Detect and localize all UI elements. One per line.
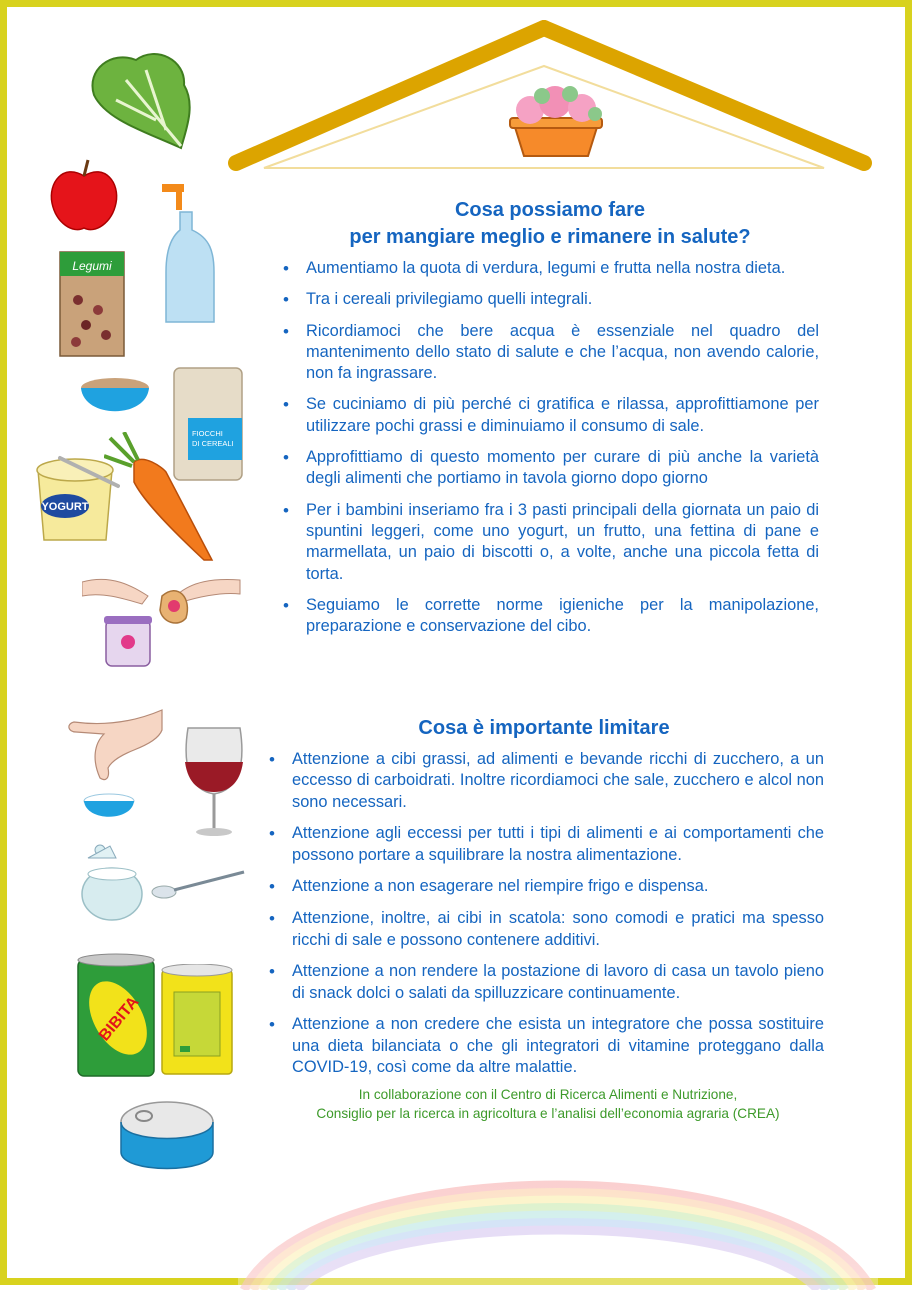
svg-text:FIOCCHI: FIOCCHI: [192, 429, 223, 438]
list-item: • Ricordiamoci che bere acqua è essenziale nel quadro del mantenimento dello stato di salute e che l’acqua, non avendo calorie, non fa ingrassare.: [280, 321, 819, 385]
svg-text:YOGURT: YOGURT: [41, 501, 89, 513]
section1-title-line1: Cosa possiamo fare: [454, 199, 646, 221]
rainbow-illustration: [238, 1130, 878, 1290]
svg-text:DI CEREALI: DI CEREALI: [192, 439, 234, 448]
sugar-bowl-icon: [80, 840, 150, 922]
list-item: • Attenzione a non rendere la postazione di lavoro di casa un tavolo pieno di snack dolci o salati da spilluzzicare continuamente.: [266, 961, 824, 1004]
tin-can-icon: [160, 964, 234, 1076]
hand-pinch-icon: [64, 708, 164, 784]
soda-can-icon: [76, 952, 156, 1080]
svg-text:Legumi: Legumi: [72, 259, 112, 273]
section1-title-line2: per mangiare meglio e rimanere in salute?: [349, 226, 751, 248]
section2-title: Cosa è importante limitare: [418, 717, 670, 739]
bowl-icon: [78, 374, 152, 430]
svg-text:BIBITA: BIBITA: [95, 993, 143, 1045]
list-item: • Tra i cereali privilegiamo quelli integrali.: [280, 289, 819, 310]
credits-line2: Consiglio per la ricerca in agricoltura e l’analisi dell’economia agraria (CREA): [316, 1106, 780, 1121]
spoon-icon: [150, 868, 246, 904]
section2-list: [266, 749, 824, 1089]
list-item: • Seguiamo le corrette norme igieniche per la manipolazione, preparazione e conservazione del cibo.: [280, 595, 819, 638]
list-item: • Approfittiamo di questo momento per curare di più anche la varietà degli alimenti che portiamo in tavola giorno dopo giorno: [280, 447, 819, 490]
section1-list: [280, 258, 819, 647]
apple-icon: [48, 158, 120, 234]
water-bottle-icon: [160, 182, 220, 330]
lettuce-icon: [86, 40, 196, 152]
legumes-bag-icon: [58, 250, 126, 358]
list-item: • Per i bambini inseriamo fra i 3 pasti principali della giornata un paio di spuntini leggeri, come uno yogurt, un frutto, una fettina di pane e marmellata, un paio di biscotti o, a volte, anche una piccola fetta di torta.: [280, 500, 819, 585]
carrot-icon: [104, 432, 216, 564]
list-item: • Attenzione a non esagerare nel riempire frigo e dispensa.: [266, 876, 824, 897]
list-item: • Attenzione agli eccessi per tutti i tipi di alimenti e ai comportamenti che possono portare a squilibrare la nostra alimentazione.: [266, 823, 824, 866]
list-item: • Aumentiamo la quota di verdura, legumi e frutta nella nostra dieta.: [280, 258, 819, 279]
list-item: • Attenzione a non credere che esista un integratore che possa sostituire una dieta bilanciata o che gli integratori di vitamine proteggano dalla COVID-19, così come da altre malattie.: [266, 1014, 824, 1078]
wine-glass-icon: [182, 726, 246, 838]
jam-bread-icon: [82, 572, 242, 670]
list-item: • Attenzione a cibi grassi, ad alimenti e bevande ricchi di zucchero, a un eccesso di carboidrati. Inoltre ricordiamoci che sale, zucchero e alcol non sono necessari.: [266, 749, 824, 813]
canned-tuna-icon: [118, 1098, 216, 1178]
list-item: • Attenzione, inoltre, ai cibi in scatola: sono comodi e pratici ma spesso ricchi di sale e possono contenere additivi.: [266, 908, 824, 951]
list-item: • Se cuciniamo di più perché ci gratifica e rilassa, approfittiamone per utilizzare pochi grassi e diminuiamo il consumo di sale.: [280, 394, 819, 437]
credits-line1: In collaborazione con il Centro di Ricerca Alimenti e Nutrizione,: [358, 1087, 738, 1102]
credits: [270, 1085, 826, 1123]
salt-bowl-icon: [82, 792, 136, 826]
flower-pot-icon: [500, 84, 612, 160]
